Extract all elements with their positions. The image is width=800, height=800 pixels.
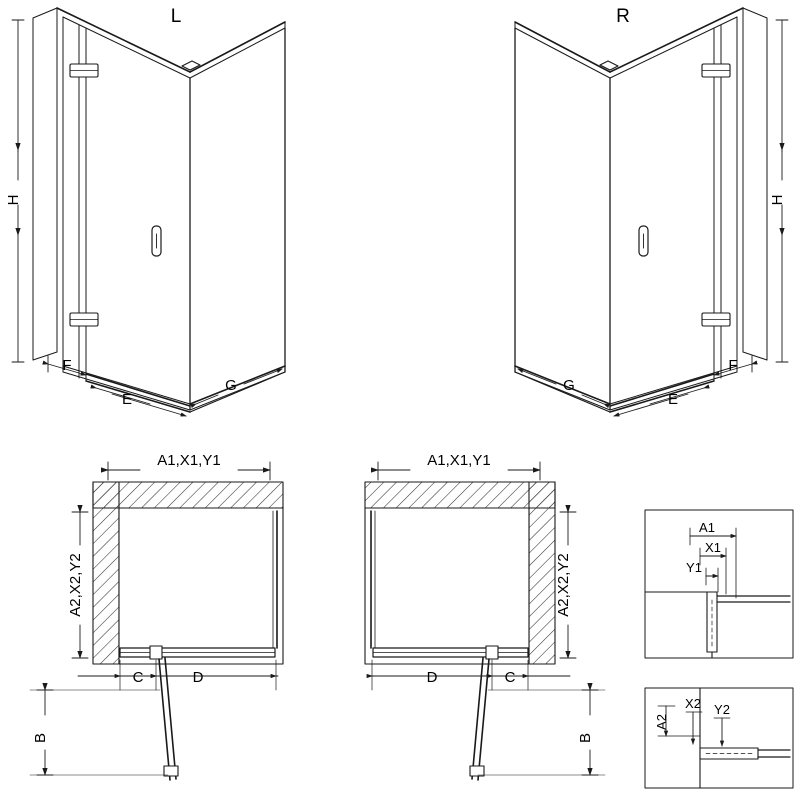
iso-view-right bbox=[515, 8, 788, 416]
detail-y1-label: Y1 bbox=[686, 560, 702, 575]
plan-left-d-label: D bbox=[192, 669, 204, 686]
plan-left-top-dim-label: A1,X1,Y1 bbox=[157, 452, 221, 469]
iso-left-g-label: G bbox=[225, 377, 237, 394]
plan-right-side-dim-label: A2,X2,Y2 bbox=[555, 553, 572, 617]
plan-right-top-dim-label: A1,X1,Y1 bbox=[427, 452, 491, 469]
iso-right-g-label: G bbox=[563, 377, 575, 394]
detail-view-top bbox=[645, 510, 793, 658]
iso-left-view-label: L bbox=[170, 6, 182, 27]
iso-right-height-label: H bbox=[769, 194, 786, 206]
detail-x1-label: X1 bbox=[705, 540, 721, 555]
plan-left-c-label: C bbox=[132, 669, 144, 686]
plan-view-right bbox=[365, 462, 605, 780]
iso-right-view-label: R bbox=[616, 6, 630, 27]
plan-left-side-dim-label: A2,X2,Y2 bbox=[67, 553, 84, 617]
plan-right-d-label: D bbox=[426, 669, 438, 686]
plan-left-b-label: B bbox=[32, 732, 49, 744]
detail-a2-label: A2 bbox=[654, 714, 669, 730]
iso-left-height-label: H bbox=[5, 194, 22, 206]
detail-a1-label: A1 bbox=[699, 520, 715, 535]
iso-left-f-label: F bbox=[62, 357, 72, 374]
iso-right-e-label: E bbox=[667, 391, 679, 408]
plan-right-b-label: B bbox=[577, 732, 594, 744]
iso-view-left bbox=[12, 8, 285, 416]
detail-y2-label: Y2 bbox=[714, 702, 730, 717]
plan-view-left bbox=[30, 462, 283, 780]
iso-right-f-label: F bbox=[728, 357, 738, 374]
plan-right-c-label: C bbox=[504, 669, 516, 686]
iso-left-e-label: E bbox=[121, 391, 133, 408]
detail-x2-label: X2 bbox=[685, 696, 701, 711]
